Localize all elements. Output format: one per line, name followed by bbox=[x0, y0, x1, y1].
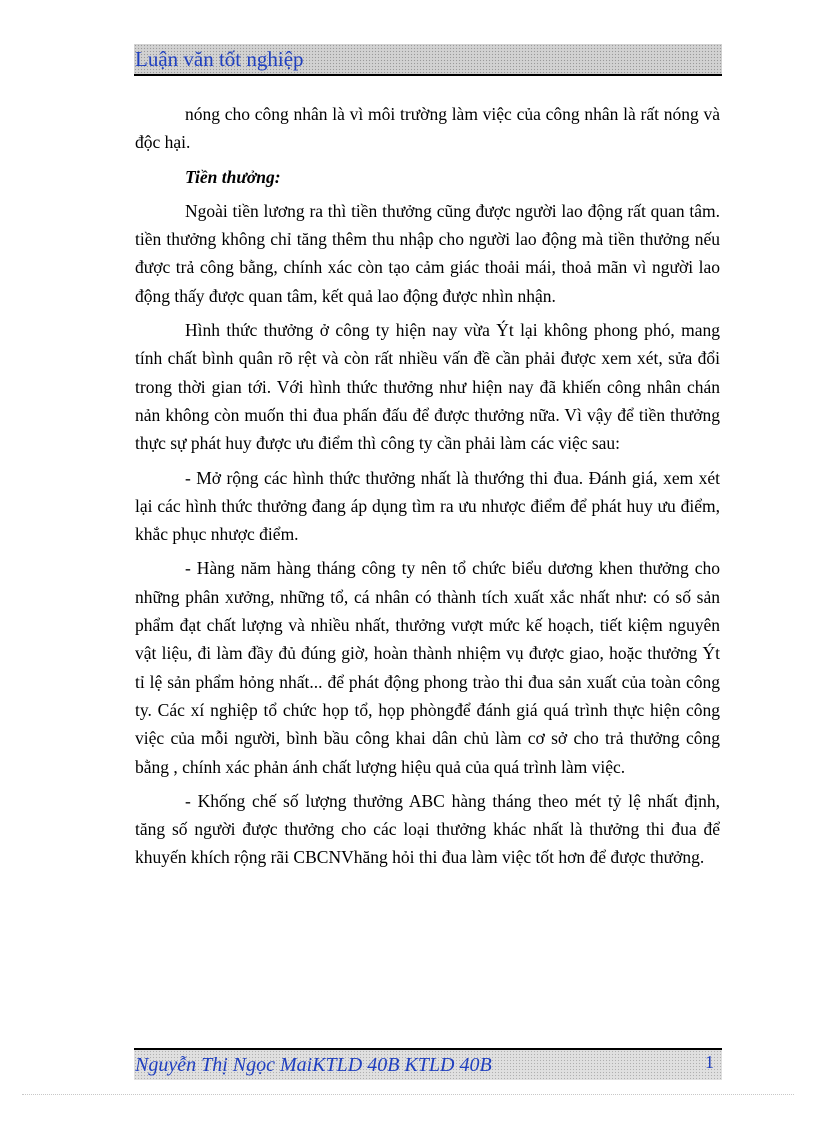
paragraph: Hình thức thưởng ở công ty hiện nay vừa Ýt lại không phong phó, mang tính chất bình quân rõ rệt và còn rất nhiều vấn đề cần phải được xem xét, sửa đổi trong thời gian tới. Với hình thức thưởng như hiện nay đã khiến công nhân chán nản không còn muốn thi đua phấn đấu để được thưởng nữa. Vì vậy để tiền thưởng thực sự phát huy được ưu điểm thì công ty cần phải làm các việc sau: bbox=[135, 320, 720, 454]
page-header bbox=[134, 44, 722, 76]
paragraph: - Mở rộng các hình thức thưởng nhất là thướng thi đua. Đánh giá, xem xét lại các hình thức thưởng đang áp dụng tìm ra ưu nhược điểm để phát huy ưu điểm, khắc phục nhược điểm. bbox=[135, 467, 720, 545]
page-number: 1 bbox=[705, 1052, 714, 1072]
page-divider bbox=[22, 1094, 794, 1095]
footer-author: Nguyễn Thị Ngọc MaiKTLD 40B KTLD 40B bbox=[135, 1054, 492, 1076]
header-title: Luận văn tốt nghiệp bbox=[135, 47, 304, 71]
paragraph: nóng cho công nhân là vì môi trường làm việc của công nhân là rất nóng và độc hại. bbox=[135, 104, 720, 153]
paragraph: - Khống chế số lượng thưởng ABC hàng tháng theo mét tỷ lệ nhất định, tăng số người được thưởng cho các loại thưởng khác nhất là thưởng thi đua để khuyến khích rộng rãi CBCNVhăng hỏi thi đua làm việc tốt hơn để được thưởng. bbox=[135, 790, 720, 868]
paragraph: Ngoài tiền lương ra thì tiền thưởng cũng được người lao động rất quan tâm. tiền thưởng không chỉ tăng thêm thu nhập cho người lao động mà tiền thưởng nếu được trả công bằng, chính xác còn tạo cảm giác thoải mái, thoả mãn vì người lao động thấy được quan tâm, kết quả lao động được nhìn nhận. bbox=[135, 200, 720, 306]
paragraph: - Hàng năm hàng tháng công ty nên tổ chức biểu dương khen thưởng cho những phân xưởng, những tổ, cá nhân có thành tích xuất xắc nhất như: có số sản phẩm đạt chất lượng và nhiều nhất, thưởng vượt mức kế hoạch, tiết kiệm nguyên vật liệu, đi làm đầy đủ đúng giờ, hoàn thành nhiệm vụ được giao, hoặc thưởng Ýt tỉ lệ sản phẩm hỏng nhất... để phát động phong trào thi đua sản xuất của toàn công ty. Các xí nghiệp tổ chức họp tổ, họp phòngđể đánh giá quá trình thực hiện công việc của mỗi người, bình bầu công khai dân chủ làm cơ sở cho trả thưởng công bằng , chính xác phản ánh chất lượng hiệu quả của quá trình làm việc. bbox=[135, 558, 720, 777]
document-body bbox=[135, 100, 720, 878]
section-heading: Tiền thưởng: bbox=[185, 166, 281, 187]
page-footer bbox=[134, 1048, 722, 1080]
